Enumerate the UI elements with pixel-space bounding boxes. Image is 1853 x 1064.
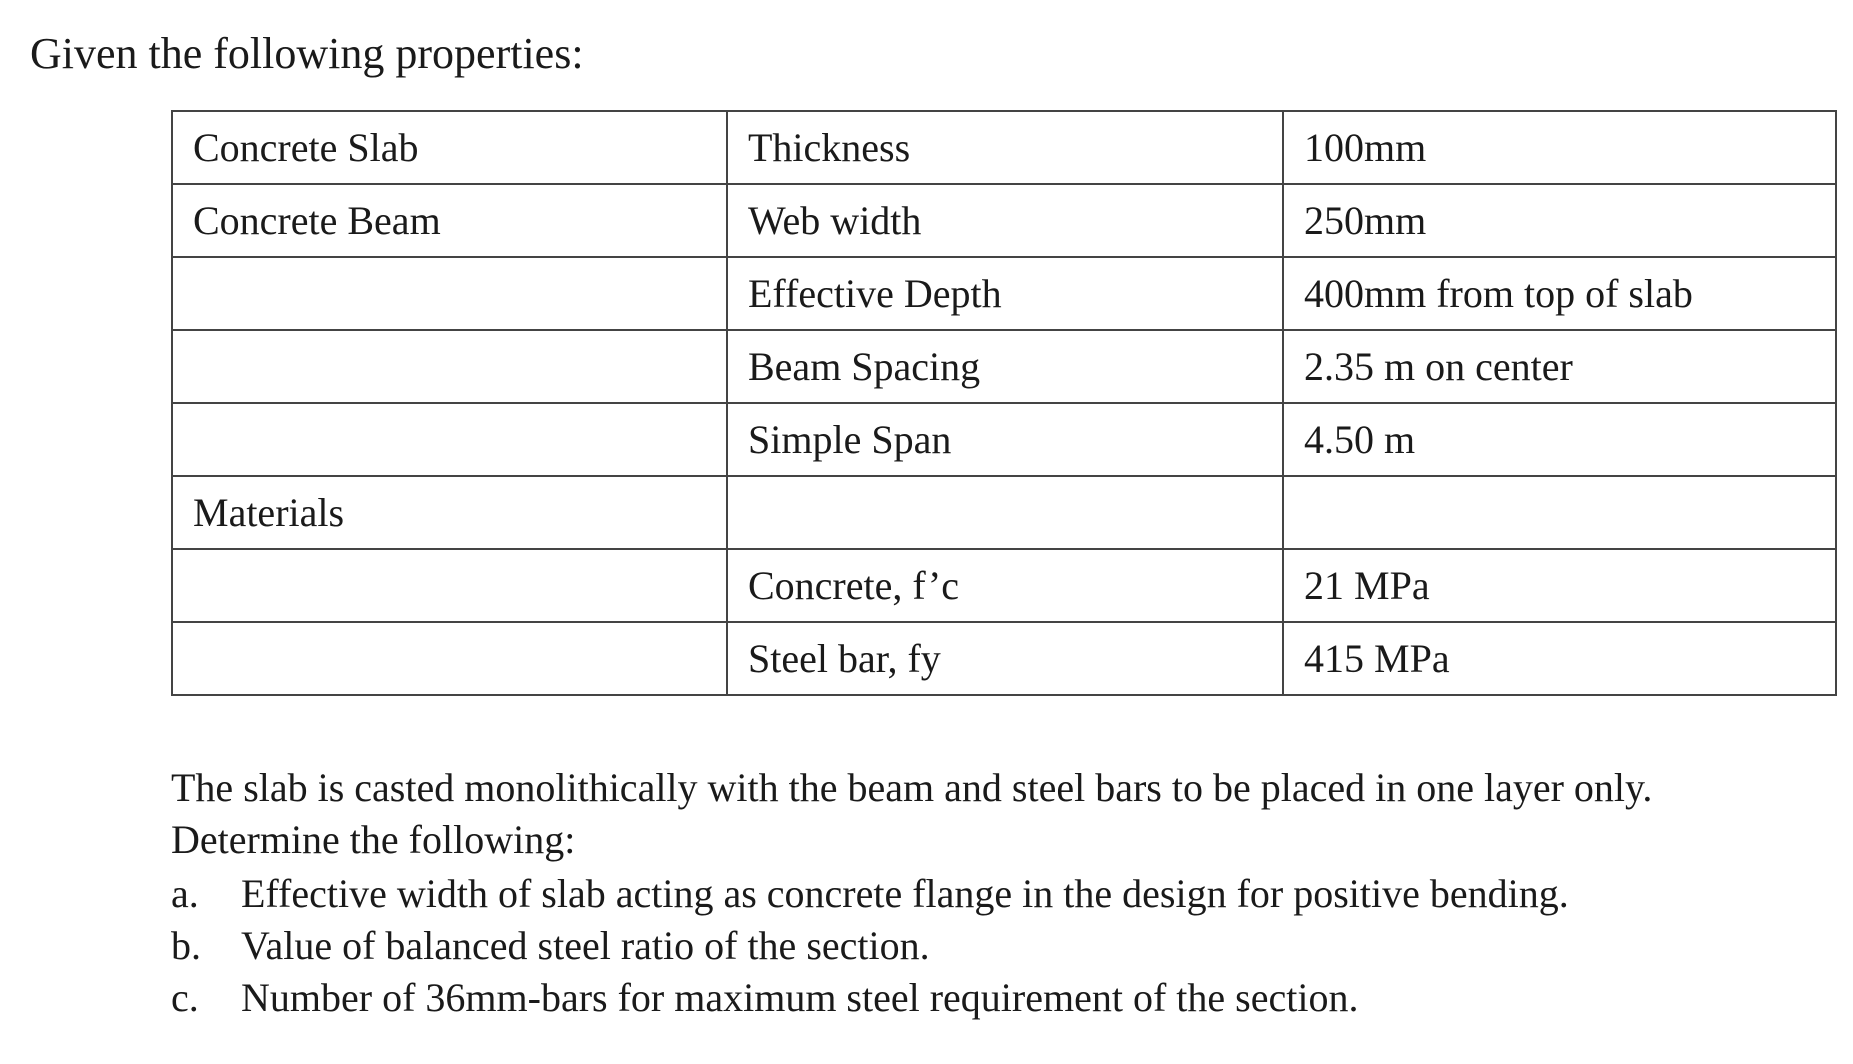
table-cell-property: Steel bar, fy xyxy=(727,622,1283,695)
table-row xyxy=(172,549,1836,622)
list-item-text: Number of 36mm-bars for maximum steel requirement of the section. xyxy=(241,975,1359,1020)
table-cell-value: 100mm xyxy=(1283,111,1836,184)
table-cell-property: Concrete, f’c xyxy=(727,549,1283,622)
table-cell-value: 415 MPa xyxy=(1283,622,1836,695)
problem-statement xyxy=(171,762,1652,866)
list-marker: a. xyxy=(171,871,199,916)
table-cell-category xyxy=(172,403,727,476)
list-item xyxy=(171,868,1569,920)
table-row xyxy=(172,257,1836,330)
list-marker: c. xyxy=(171,975,199,1020)
table-row xyxy=(172,403,1836,476)
list-item-text: Value of balanced steel ratio of the section. xyxy=(241,923,930,968)
page-heading: Given the following properties: xyxy=(30,29,584,78)
table-cell-category: Materials xyxy=(172,476,727,549)
table-cell-value xyxy=(1283,476,1836,549)
table-cell-category xyxy=(172,330,727,403)
table-row xyxy=(172,622,1836,695)
table-cell-property xyxy=(727,476,1283,549)
table-cell-category xyxy=(172,257,727,330)
table-cell-property: Simple Span xyxy=(727,403,1283,476)
table-cell-property: Effective Depth xyxy=(727,257,1283,330)
table-cell-category: Concrete Slab xyxy=(172,111,727,184)
question-list xyxy=(171,868,1569,1024)
table-cell-property: Beam Spacing xyxy=(727,330,1283,403)
statement-line: The slab is casted monolithically with the beam and steel bars to be placed in one layer only. xyxy=(171,765,1653,810)
table-cell-category xyxy=(172,549,727,622)
table-cell-property: Thickness xyxy=(727,111,1283,184)
table-row xyxy=(172,476,1836,549)
table-row xyxy=(172,330,1836,403)
table-cell-category: Concrete Beam xyxy=(172,184,727,257)
table-cell-property: Web width xyxy=(727,184,1283,257)
list-item-text: Effective width of slab acting as concrete flange in the design for positive bending. xyxy=(241,871,1569,916)
table-cell-value: 400mm from top of slab xyxy=(1283,257,1836,330)
table-cell-value: 2.35 m on center xyxy=(1283,330,1836,403)
table-cell-value: 250mm xyxy=(1283,184,1836,257)
table-cell-value: 4.50 m xyxy=(1283,403,1836,476)
table-cell-value: 21 MPa xyxy=(1283,549,1836,622)
properties-table xyxy=(171,110,1837,696)
table-cell-category xyxy=(172,622,727,695)
table-row xyxy=(172,184,1836,257)
table-row xyxy=(172,111,1836,184)
list-marker: b. xyxy=(171,923,201,968)
list-item xyxy=(171,920,1569,972)
statement-line: Determine the following: xyxy=(171,817,576,862)
list-item xyxy=(171,972,1569,1024)
